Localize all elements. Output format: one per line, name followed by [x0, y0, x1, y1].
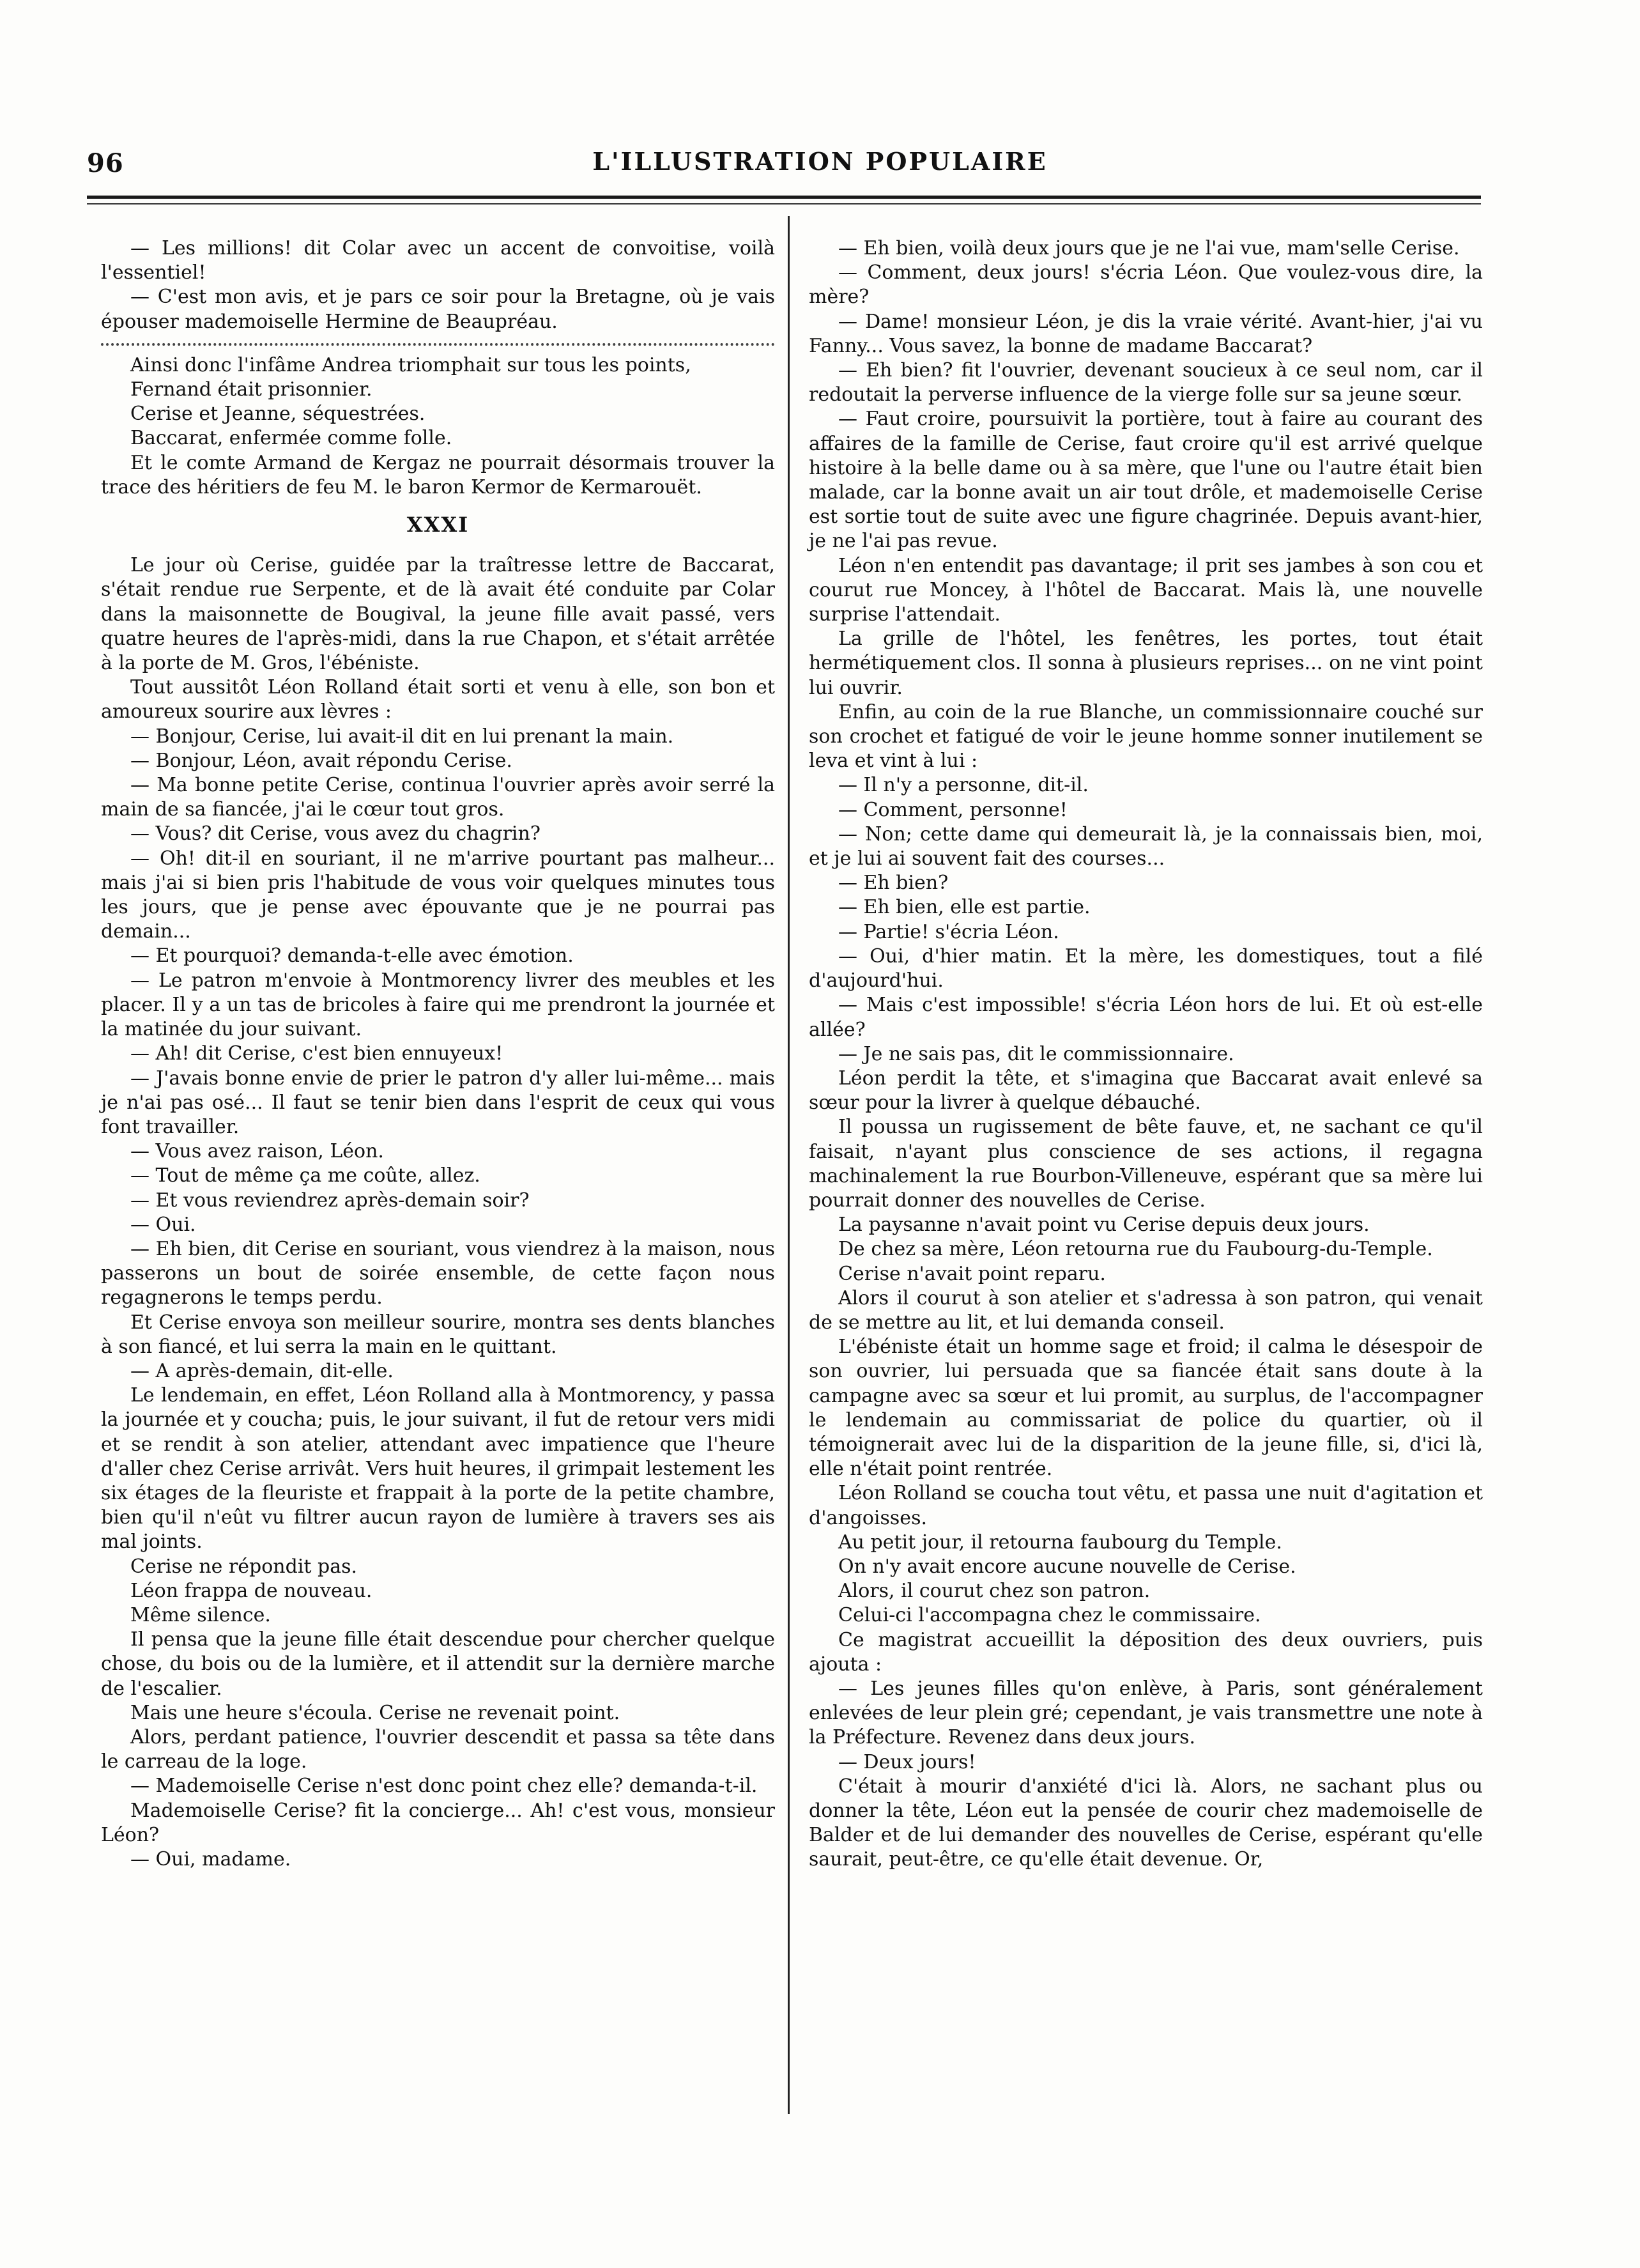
paragraph: Mais une heure s'écoula. Cerise ne revenait point.	[130, 1701, 620, 1724]
section-dotted-rule	[101, 343, 775, 346]
paragraph: C'était à mourir d'anxiété d'ici là. Alors, ne sachant plus ou donner la tête, Léon eut la pensée de courir chez mademoiselle de Balder et de lui demander des nouvelles de Cerise, espérant qu'elle saurait, peut-être, ce qu'elle était devenue. Or,	[809, 1775, 1483, 1871]
paragraph: Alors, perdant patience, l'ouvrier descendit et passa sa tête dans le carreau de la loge.	[101, 1725, 775, 1773]
paragraph: Ce magistrat accueillit la déposition des deux ouvriers, puis ajouta :	[809, 1628, 1483, 1676]
header-rule-thick	[87, 196, 1481, 199]
paragraph: Léon Rolland se coucha tout vêtu, et passa une nuit d'agitation et d'angoisses.	[809, 1482, 1483, 1529]
paragraph: — J'avais bonne envie de prier le patron d'y aller lui-même... mais je n'ai pas osé... Il faut se tenir bien dans l'esprit de ceux qui vous font travailler.	[101, 1067, 775, 1138]
paragraph: — Mademoiselle Cerise n'est donc point chez elle? demanda-t-il.	[130, 1775, 758, 1798]
paragraph: — Dame! monsieur Léon, je dis la vraie vérité. Avant-hier, j'ai vu Fanny... Vous savez, la bonne de madame Baccarat?	[809, 310, 1483, 357]
paragraph: — Oui, madame.	[130, 1848, 291, 1871]
paragraph: — Eh bien, dit Cerise en souriant, vous viendrez à la maison, nous passerons un bout de soirée ensemble, de cette façon nous regagnerons le temps perdu.	[101, 1237, 775, 1309]
paragraph: — Les jeunes filles qu'on enlève, à Paris, sont généralement enlevées de leur plein gré; cependant, je vais transmettre une note à la Préfecture. Revenez dans deux jours.	[809, 1677, 1483, 1749]
paragraph: Le lendemain, en effet, Léon Rolland alla à Montmorency, y passa la journée et y coucha; puis, le jour suivant, il fut de retour vers midi et se rendit à son atelier, attendant avec impatience que l'heure d'aller chez Cerise arrivât. Vers huit heures, il grimpait lestement les six étages de la fleuriste et frappait à la porte de la petite chambre, bien qu'il n'eût vu filtrer aucun rayon de lumière à travers ses ais mal joints.	[101, 1384, 775, 1554]
paragraph: Baccarat, enfermée comme folle.	[130, 427, 452, 450]
paragraph: — Deux jours!	[838, 1750, 976, 1773]
paragraph: Cerise ne répondit pas.	[130, 1555, 358, 1578]
paragraph: — Eh bien, voilà deux jours que je ne l'ai vue, mam'selle Cerise.	[838, 237, 1460, 259]
paragraph: — Comment, deux jours! s'écria Léon. Que voulez-vous dire, la mère?	[809, 261, 1483, 309]
paragraph: Et le comte Armand de Kergaz ne pourrait désormais trouver la trace des héritiers de feu M. le baron Kermor de Kermarouët.	[101, 451, 775, 498]
paragraph: — Mais c'est impossible! s'écria Léon hors de lui. Et où est-elle allée?	[809, 994, 1483, 1041]
paragraph: L'ébéniste était un homme sage et froid; il calma le désespoir de son ouvrier, lui persuada que sa fiancée était sans doute à la campagne avec sa sœur et lui promit, au surplus, de l'accompagner le lendemain au commissariat de police du quartier, où il témoignerait avec lui de la disparition de la jeune fille, si, d'ici là, elle n'était point rentrée.	[809, 1336, 1483, 1481]
paragraph: — Eh bien? fit l'ouvrier, devenant soucieux à ce seul nom, car il redoutait la perverse influence de la vierge folle sur sa jeune sœur.	[809, 359, 1483, 406]
paragraph: — Ah! dit Cerise, c'est bien ennuyeux!	[130, 1042, 503, 1065]
paragraph: — Oui.	[130, 1213, 196, 1236]
paragraph: Cerise n'avait point reparu.	[838, 1262, 1106, 1285]
paragraph: — Non; cette dame qui demeurait là, je la connaissais bien, moi, et je lui ai souvent fait des courses...	[809, 822, 1483, 870]
chapter-heading: XXXI	[406, 513, 470, 537]
paragraph: Tout aussitôt Léon Rolland était sorti et venu à elle, son bon et amoureux sourire aux lèvres :	[101, 676, 775, 723]
paragraph: On n'y avait encore aucune nouvelle de Cerise.	[838, 1555, 1296, 1578]
paragraph: — Bonjour, Léon, avait répondu Cerise.	[130, 749, 512, 772]
left-column	[101, 236, 775, 1872]
paragraph: Ainsi donc l'infâme Andrea triomphait sur tous les points,	[130, 353, 691, 376]
paragraph: Enfin, au coin de la rue Blanche, un commissionnaire couché sur son crochet et fatigué de voir le jeune homme sonner inutilement se leva et vint à lui :	[809, 700, 1483, 773]
paragraph: Même silence.	[130, 1603, 271, 1626]
paragraph: — Ma bonne petite Cerise, continua l'ouvrier après avoir serré la main de sa fiancée, j'ai le cœur tout gros.	[101, 774, 775, 821]
paragraph: — Oh! dit-il en souriant, il ne m'arrive pourtant pas malheur... mais j'ai si bien pris l'habitude de vous voir quelques minutes tous les jours, que je pense avec épouvante que je ne pourrai pas demain...	[101, 847, 775, 943]
paragraph: Alors, il courut chez son patron.	[838, 1580, 1151, 1603]
paragraph: — Le patron m'envoie à Montmorency livrer des meubles et les placer. Il y a un tas de bricoles à faire qui me prendront la journée et la matinée du jour suivant.	[101, 969, 775, 1041]
left-summary	[101, 353, 775, 500]
paragraph: — Partie! s'écria Léon.	[838, 920, 1059, 943]
paragraph: Cerise et Jeanne, séquestrées.	[130, 403, 425, 426]
paragraph: — Vous? dit Cerise, vous avez du chagrin?	[130, 822, 540, 845]
paragraph: Léon frappa de nouveau.	[130, 1579, 372, 1602]
paragraph: Au petit jour, il retourna faubourg du Temple.	[838, 1531, 1282, 1554]
paragraph: — Comment, personne!	[838, 798, 1068, 821]
header-rule-thin	[87, 203, 1481, 204]
paragraph: — Eh bien, elle est partie.	[838, 896, 1091, 919]
paragraph: — C'est mon avis, et je pars ce soir pour la Bretagne, où je vais épouser mademoiselle Hermine de Beaupréau.	[101, 286, 775, 333]
paragraph: Alors il courut à son atelier et s'adressa à son patron, qui venait de se mettre au lit, et lui demanda conseil.	[809, 1286, 1483, 1334]
left-intro	[101, 236, 775, 334]
paragraph: La grille de l'hôtel, les fenêtres, les portes, tout était hermétiquement clos. Il sonna à plusieurs reprises... on ne vint point lui ouvrir.	[809, 628, 1483, 699]
paragraph: De chez sa mère, Léon retourna rue du Faubourg-du-Temple.	[838, 1238, 1433, 1261]
paragraph: — Je ne sais pas, dit le commissionnaire.	[838, 1042, 1234, 1065]
paragraph: Et Cerise envoya son meilleur sourire, montra ses dents blanches à son fiancé, et lui serra la main en le quittant.	[101, 1311, 775, 1358]
paragraph: Fernand était prisonnier.	[130, 378, 372, 401]
paragraph: — A après-demain, dit-elle.	[130, 1359, 394, 1382]
left-paragraphs	[101, 553, 775, 1872]
paragraph: — Vous avez raison, Léon.	[130, 1140, 384, 1163]
paragraph: — Tout de même ça me coûte, allez.	[130, 1164, 480, 1187]
paragraph: — Il n'y a personne, dit-il.	[838, 774, 1089, 797]
right-column	[809, 236, 1483, 1872]
paragraph: Mademoiselle Cerise? fit la concierge... Ah! c'est vous, monsieur Léon?	[101, 1799, 775, 1846]
paragraph: — Les millions! dit Colar avec un accent de convoitise, voilà l'essentiel!	[101, 237, 775, 284]
paragraph: Il poussa un rugissement de bête fauve, et, ne sachant ce qu'il faisait, n'ayant plus conscience de ses actions, il regagna machinalement la rue Bourbon-Villeneuve, espérant que sa mère lui pourrait donner des nouvelles de Cerise.	[809, 1116, 1483, 1212]
paragraph: Le jour où Cerise, guidée par la traîtresse lettre de Baccarat, s'était rendue rue Serpente, et de là avait été conduite par Colar dans la maisonnette de Bougival, la jeune fille avait passé, vers quatre heures de l'après-midi, dans la rue Chapon, et s'était arrêtée à la porte de M. Gros, l'ébéniste.	[101, 554, 775, 675]
publication-title: L'ILLUSTRATION POPULAIRE	[592, 147, 1048, 176]
page-number: 96	[87, 148, 124, 178]
paragraph: — Et pourquoi? demanda-t-elle avec émotion.	[130, 945, 574, 968]
paragraph: — Eh bien?	[838, 872, 949, 895]
paragraph: Celui-ci l'accompagna chez le commissaire.	[838, 1604, 1261, 1627]
paragraph: Léon perdit la tête, et s'imagina que Baccarat avait enlevé sa sœur pour la livrer à quelque débauché.	[809, 1067, 1483, 1115]
right-paragraphs	[809, 236, 1483, 1872]
paragraph: — Oui, d'hier matin. Et la mère, les domestiques, tout a filé d'aujourd'hui.	[809, 945, 1483, 992]
paragraph: Léon n'en entendit pas davantage; il prit ses jambes à son cou et courut rue Moncey, à l'hôtel de Baccarat. Mais là, une nouvelle surprise l'attendait.	[809, 554, 1483, 626]
paragraph: Il pensa que la jeune fille était descendue pour chercher quelque chose, du bois ou de la lumière, et il attendit sur la dernière marche de l'escalier.	[101, 1628, 775, 1700]
column-divider	[788, 216, 790, 2114]
paragraph: — Bonjour, Cerise, lui avait-il dit en lui prenant la main.	[130, 725, 674, 748]
paragraph: La paysanne n'avait point vu Cerise depuis deux jours.	[838, 1214, 1370, 1237]
paragraph: — Faut croire, poursuivit la portière, tout à faire au courant des affaires de la famille de Cerise, faut croire qu'il est arrivé quelque histoire à la belle dame ou à sa mère, que l'une ou l'autre était bien malade, car la bonne avait un air tout drôle, et mademoiselle Cerise est sortie tout de suite avec une figure chagrinée. Depuis avant-hier, je ne l'ai pas revue.	[809, 408, 1483, 553]
paragraph: — Et vous reviendrez après-demain soir?	[130, 1189, 530, 1212]
